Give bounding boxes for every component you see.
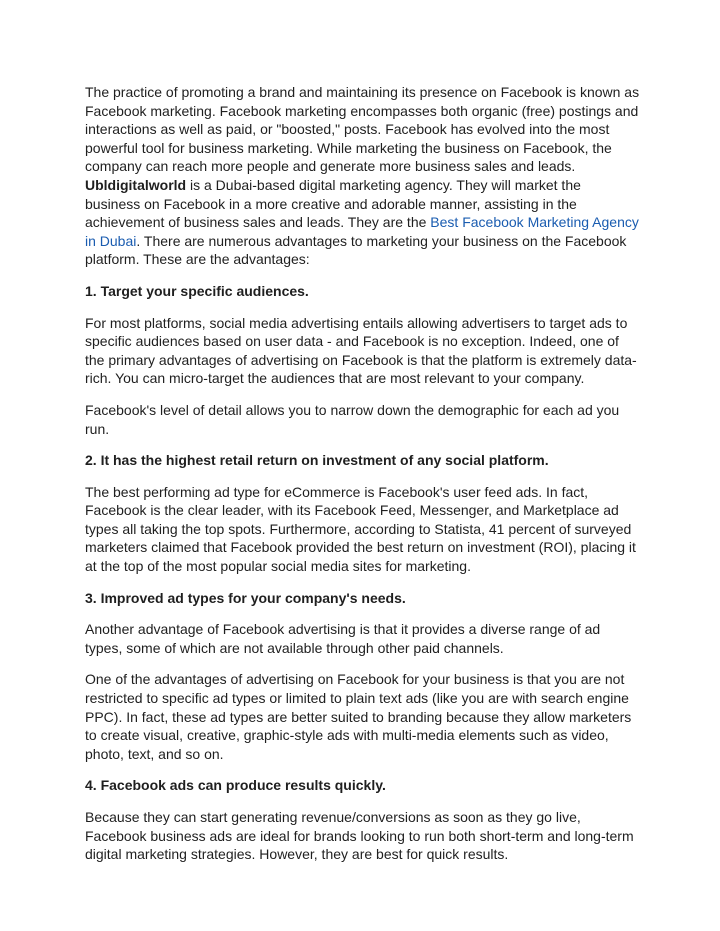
intro-text-2: is a Dubai-based digital marketing agency. They will market the business on Facebook in a more creative and adorable manner, assisting in the achievement of business sales and leads. They are the <box>85 176 581 231</box>
section-2-heading: 2. It has the highest retail return on investment of any social platform. <box>85 452 549 469</box>
document-body <box>85 83 640 864</box>
intro-text-1: The practice of promoting a brand and maintaining its presence on Facebook is known as Facebook marketing. Facebook marketing encompasses both organic (free) postings and interactions as well as paid, or "boosted," posts. Facebook has evolved into the most powerful tool for business marketing. While marketing the business on Facebook, the company can reach more people and generate more business sales and leads. <box>85 84 640 175</box>
section-1-paragraph-2: Facebook's level of detail allows you to narrow down the demographic for each ad you run. <box>85 401 620 437</box>
section-1-heading: 1. Target your specific audiences. <box>85 282 309 299</box>
intro-text-3: . There are numerous advantages to marketing your business on the Facebook platform. These are the advantages: <box>85 232 627 268</box>
section-2-paragraph-1: The best performing ad type for eCommerce is Facebook's user feed ads. In fact, Facebook is the clear leader, with its Facebook Feed, Messenger, and Marketplace ad types all taking the top spots. Furthermore, according to Statista, 41 percent of surveyed marketers claimed that Facebook provided the best return on investment (ROI), placing it at the top of the most popular social media sites for marketing. <box>85 483 636 575</box>
agency-link[interactable]: Best Facebook Marketing Agency in Dubai <box>85 214 639 249</box>
section-3-heading: 3. Improved ad types for your company's needs. <box>85 589 406 606</box>
section-3-paragraph-2: One of the advantages of advertising on Facebook for your business is that you are not restricted to specific ad types or limited to plain text ads (like you are with search engine PPC). In fact, these ad types are better suited to branding because they allow marketers to create visual, creative, graphic-style ads with multi-media elements such as video, photo, text, and so on. <box>85 671 632 762</box>
brand-name: Ubldigitalworld <box>85 176 187 193</box>
section-3-paragraph-1: Another advantage of Facebook advertising is that it provides a diverse range of ad types, some of which are not available through other paid channels. <box>85 621 601 656</box>
section-4-heading: 4. Facebook ads can produce results quickly. <box>85 777 386 794</box>
section-1-paragraph-1: For most platforms, social media advertising entails allowing advertisers to target ads to specific audiences based on user data - and Facebook is no exception. Indeed, one of the primary advantages of advertising on Facebook is that the platform is extremely data-rich. You can micro-target the audiences that are most relevant to your company. <box>85 314 637 387</box>
intro-paragraph <box>85 83 640 269</box>
section-4-paragraph-1: Because they can start generating revenue/conversions as soon as they go live, Facebook business ads are ideal for brands looking to run both short-term and long-term digital marketing strategies. However, they are best for quick results. <box>85 809 634 863</box>
